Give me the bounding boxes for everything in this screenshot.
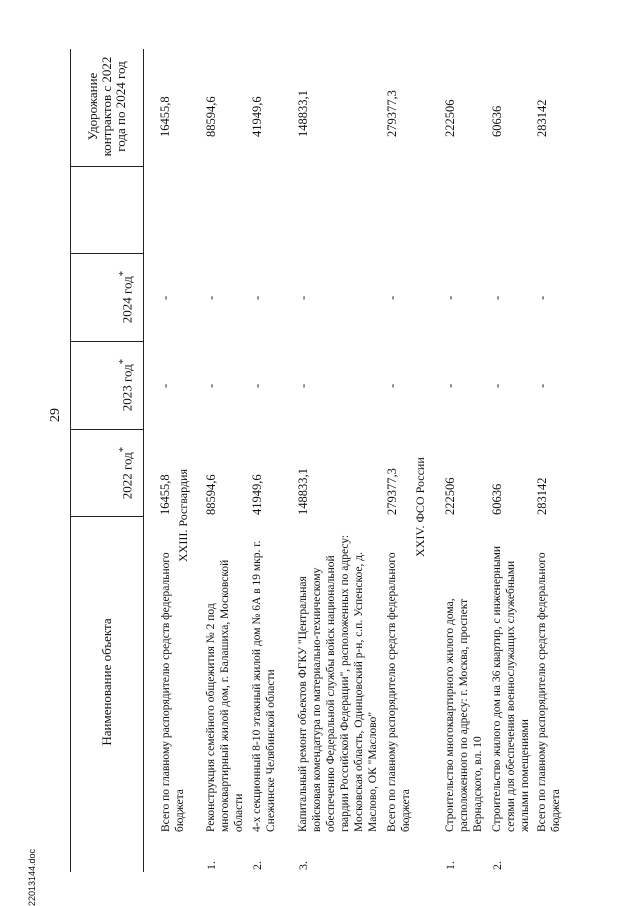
value-2023: -	[385, 383, 399, 388]
file-id	[27, 848, 37, 906]
value-2022: 16455,8	[158, 474, 172, 515]
row-number: 2.	[250, 861, 264, 870]
value-2024: -	[296, 295, 310, 300]
value-2022: 279377,3	[385, 468, 399, 515]
value-2023: -	[490, 383, 504, 388]
value-2022: 88594,6	[204, 474, 218, 515]
header-2023	[116, 344, 134, 426]
rotated-page	[48, 37, 613, 872]
column-divider	[70, 166, 143, 167]
value-2023: -	[204, 383, 218, 388]
row-number: 1.	[204, 861, 218, 870]
row-name: 4-х секционный 8-10 этажный жилой дом № 6А в 19 мкр. г. Снежинске Челябинской области	[251, 540, 277, 832]
value-increase: 60636	[490, 105, 504, 137]
value-2024: -	[443, 295, 457, 300]
value-2024: -	[158, 295, 172, 300]
table-top-border	[70, 49, 71, 872]
file-id-text: 22013144.doc	[27, 848, 37, 906]
value-increase: 279377,3	[385, 90, 399, 137]
value-increase: 41949,6	[250, 96, 264, 137]
header-bottom-border	[143, 49, 144, 872]
value-2024: -	[204, 295, 218, 300]
header-2023-label: 2023 год	[119, 364, 135, 412]
row-name: Строительство жилого дом на 36 квартир, с инженерными сетями для обеспечения военнослужащих служебными жилыми помещениями	[491, 545, 531, 832]
header-name: Наименование объекта	[99, 618, 114, 746]
column-divider	[70, 516, 143, 517]
row-total-name: Всего по главному распорядителю средств федерального бюджета	[160, 552, 186, 832]
row-total-name: Всего по главному распорядителю средств федерального бюджета	[536, 552, 562, 832]
section-title: XXIV. ФСО России	[413, 457, 427, 557]
column-divider	[70, 429, 143, 430]
column-divider	[70, 341, 143, 342]
value-2024: -	[250, 295, 264, 300]
row-number: 3.	[296, 861, 310, 870]
value-2024: -	[385, 295, 399, 300]
header-2024-label: 2024 год	[119, 276, 135, 324]
header-2024	[116, 256, 134, 338]
value-increase: 283142	[535, 99, 549, 137]
row-number: 1.	[443, 861, 457, 870]
value-increase: 148833,1	[296, 90, 310, 137]
value-2023: -	[250, 383, 264, 388]
value-increase: 16455,8	[158, 96, 172, 137]
row-number: 2.	[490, 861, 504, 870]
row-name: Капитальный ремонт объектов ФГКУ "Центральная войсковая комендатура по материально-техническому обеспечению Федеральной службы войск национальной гвардии Российской Федерации", расположенных по адресу: Московская область, Одинцовский р-н, с.п. Успенское, д. Маслово, ОК "Маслово"	[297, 534, 379, 832]
value-2024: -	[535, 295, 549, 300]
value-2022: 283142	[535, 477, 549, 515]
section-title: XXIII. Росгвардия	[176, 469, 190, 562]
value-increase: 88594,6	[204, 96, 218, 137]
value-2022: 222506	[443, 477, 457, 515]
value-2024: -	[490, 295, 504, 300]
row-total-name: Всего по главному распорядителю средств федерального бюджета	[386, 552, 412, 832]
value-2023: -	[443, 383, 457, 388]
row-name: Реконструкция семейного общежития № 2 под многоквартирный жилой дом, г. Балашиха, Московской области	[205, 559, 245, 832]
footnote-mark: *	[117, 270, 129, 277]
value-2022: 60636	[490, 483, 504, 515]
header-2022	[116, 432, 134, 514]
header-cost-increase: Удорожание контрактов с 2022 года по 2024 год	[85, 56, 128, 157]
header-2022-label: 2022 год	[119, 452, 135, 500]
value-increase: 222506	[443, 99, 457, 137]
footnote-mark: *	[117, 358, 129, 365]
value-2022: 148833,1	[296, 468, 310, 515]
value-2022: 41949,6	[250, 474, 264, 515]
footnote-mark: *	[117, 446, 129, 453]
value-2023: -	[158, 383, 172, 388]
value-2023: -	[296, 383, 310, 388]
row-name: Строительство многоквартирного жилого дома, расположенного по адресу: г. Москва, проспект Вернадского, вл. 10	[444, 598, 484, 832]
page-number: 29	[48, 408, 63, 422]
budget-table	[70, 37, 613, 872]
value-2023: -	[535, 383, 549, 388]
column-divider	[70, 253, 143, 254]
